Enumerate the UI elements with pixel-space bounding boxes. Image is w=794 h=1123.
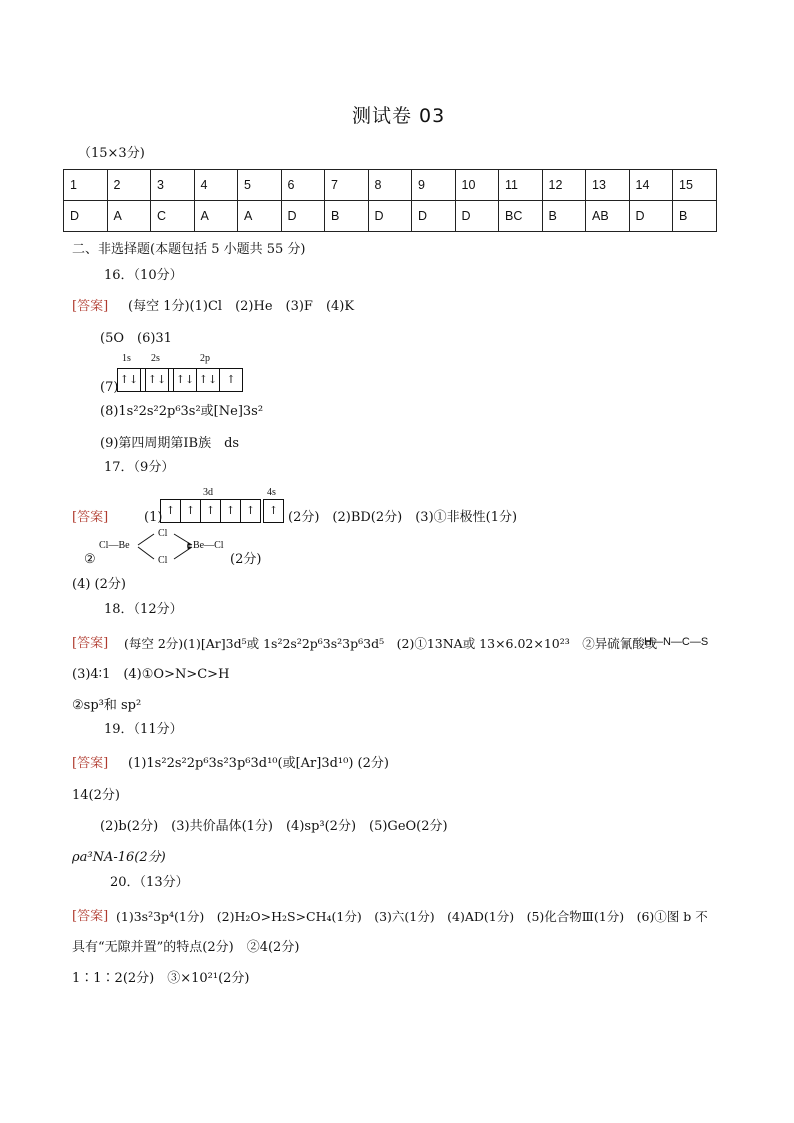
orbital-cell: ↑↓ [197,369,220,391]
q19-line4: ρa³NA-16(2分) [72,850,166,865]
struct-label-bottom: Cl [158,555,168,566]
q20-line2: 具有“无隙并置”的特点(2分) ②4(2分) [72,940,300,955]
answer-tag: [答案] [72,510,109,525]
q17-struct-score: (2分) [230,552,262,567]
q17-line3: (4) (2分) [72,577,126,592]
table-cell-answer: A [238,201,282,232]
table-cell-answer: D [281,201,325,232]
page-title: 测试卷 03 [352,105,446,127]
q18-structure: H—N—C—S [644,636,709,648]
q18-line2: (3)4∶1 (4)①O>N>C>H [72,667,230,682]
struct-label-right: Be—Cl [193,540,224,551]
table-cell-number: 12 [542,170,586,201]
table-cell-answer: D [64,201,108,232]
table-cell-number: 10 [455,170,499,201]
q19-line3: (2)b(2分) (3)共价晶体(1分) (4)sp³(2分) (5)GeO(2分) [100,819,448,834]
table-cell-answer: A [194,201,238,232]
orbital-diagram-4s [263,499,284,523]
orbital-cell: ↑ [268,504,279,517]
table-cell-answer: B [542,201,586,232]
table-cell-answer: AB [586,201,630,232]
part1-header: （15×3分) [78,146,145,161]
orbital-diagram-q16 [117,368,243,392]
answer-tag: [答案] [72,636,109,651]
struct-label-left: Cl—Be [99,540,130,551]
table-cell-number: 9 [412,170,456,201]
q16-line4: (8)1s²2s²2p⁶3s²或[Ne]3s² [100,404,264,419]
q17-after: (2分) (2)BD(2分) (3)①非极性(1分) [288,510,518,525]
part2-header: 二、非选择题(本题包括 5 小题共 55 分) [72,242,306,257]
table-cell-number: 5 [238,170,282,201]
orbital-cell: ↑ [201,500,221,522]
q19-heading: 19．（11分） [104,722,183,737]
answer-tag: [答案] [72,299,109,314]
orbital-label-2p: 2p [200,353,210,364]
table-cell-answer: A [107,201,151,232]
table-cell-number: 1 [64,170,108,201]
orbital-label-2s: 2s [151,353,160,364]
orbital-cell: ↑ [161,500,181,522]
table-row-numbers [64,170,717,201]
orbital-label-3d: 3d [203,487,213,498]
table-row-answers [64,201,717,232]
q18-line3: ②sp³和 sp² [72,698,142,713]
q19-line2: 14(2分) [72,788,120,803]
q16-line2: (5O (6)31 [100,331,172,346]
table-cell-number: 3 [151,170,195,201]
table-cell-number: 8 [368,170,412,201]
table-cell-number: 6 [281,170,325,201]
orbital-cell: ↑↓ [118,369,141,391]
orbital-label-4s: 4s [267,487,276,498]
q18-line1: (每空 2分)(1)[Ar]3d⁵或 1s²2s²2p⁶3s²3p⁶3d⁵ (2)①13NA或 13×6.02×10²³ ②异硫氰酸或 [124,636,658,651]
q16-heading: 16．（10分） [104,268,183,283]
q20-line1: (1)3s²3p⁴(1分) (2)H₂O>H₂S>CH₄(1分) (3)六(1分) (4)AD(1分) (5)化合物Ⅲ(1分) (6)①图 b 不 [116,909,708,924]
orbital-cell: ↑↓ [173,369,197,391]
table-cell-answer: D [368,201,412,232]
orbital-diagram-3d [160,499,261,523]
table-cell-number: 2 [107,170,151,201]
table-cell-number: 13 [586,170,630,201]
q17-heading: 17．（9分） [104,460,175,475]
table-cell-answer: D [455,201,499,232]
orbital-cell: ↑ [181,500,201,522]
q17-label1: (1) [144,510,163,525]
answer-tag: [答案] [72,909,109,924]
table-cell-number: 14 [629,170,673,201]
q20-line3: 1∶1∶2(2分) ③×10²¹(2分) [72,971,250,986]
q16-line3-label: (7) [100,380,119,395]
table-cell-number: 15 [673,170,717,201]
q16-line1: (每空 1分)(1)Cl (2)He (3)F (4)K [128,299,355,314]
table-cell-number: 11 [499,170,543,201]
orbital-label-1s: 1s [122,353,131,364]
struct-label-top: Cl [158,528,168,539]
table-cell-answer: C [151,201,195,232]
q17-circle2: ② [84,552,96,567]
table-cell-number: 4 [194,170,238,201]
table-cell-answer: B [325,201,369,232]
q16-line5: (9)第四周期第ⅠB族 ds [100,436,240,451]
table-cell-number: 7 [325,170,369,201]
table-cell-answer: B [673,201,717,232]
answer-tag: [答案] [72,756,109,771]
answer-table [63,169,717,232]
orbital-cell: ↑ [221,500,241,522]
table-cell-answer: BC [499,201,543,232]
orbital-cell: ↑ [245,504,256,517]
q19-line1: (1)1s²2s²2p⁶3s²3p⁶3d¹⁰(或[Ar]3d¹⁰) (2分) [128,756,389,771]
q18-heading: 18．（12分） [104,602,183,617]
q20-heading: 20．（13分） [110,875,189,890]
table-cell-answer: D [412,201,456,232]
orbital-cell: ↑↓ [145,369,169,391]
table-cell-answer: D [629,201,673,232]
orbital-cell: ↑ [226,373,236,386]
